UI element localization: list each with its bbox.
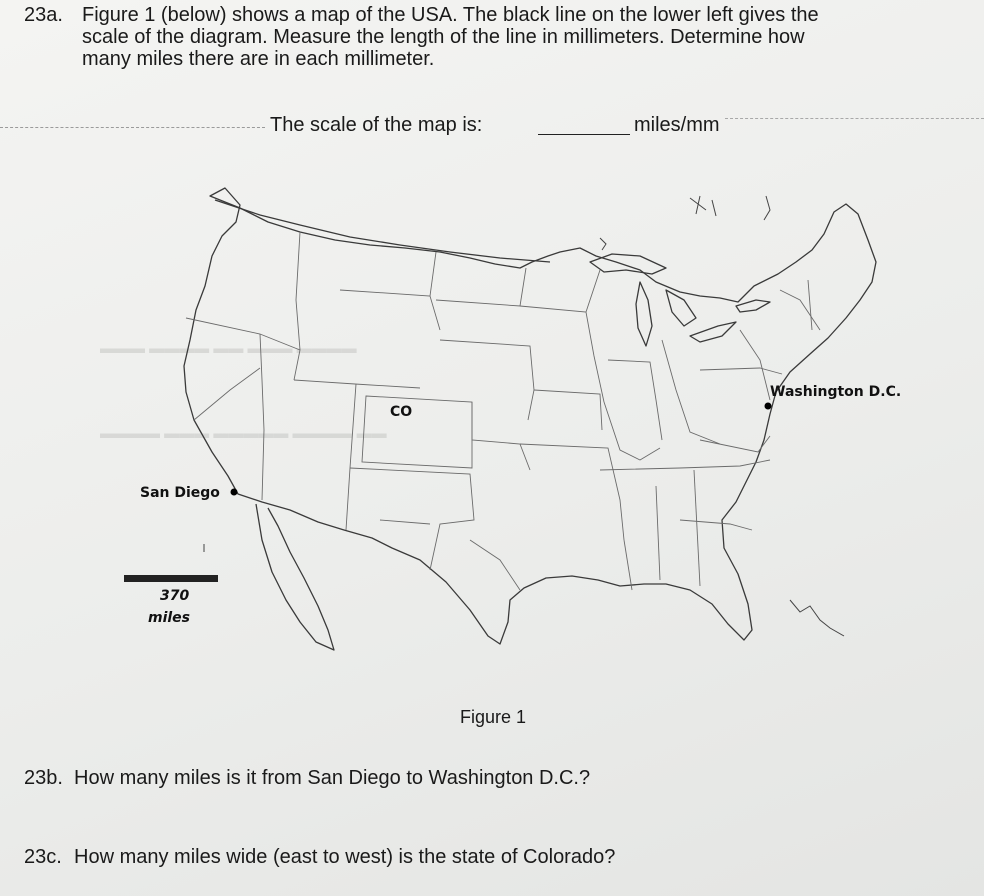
question-text-line-2: scale of the diagram. Measure the length of the line in millimeters. Determine how	[82, 26, 805, 48]
bleed-through-text: ▬▬▬▬ ▬▬▬ ▬▬▬▬▬ ▬▬▬▬ ▬▬	[100, 425, 387, 442]
question-23b	[24, 767, 590, 789]
baja-california	[256, 504, 334, 650]
question-23c	[24, 846, 615, 868]
scale-unit-text: miles	[148, 610, 191, 626]
san-diego-marker	[231, 489, 238, 496]
lake-huron	[666, 290, 696, 326]
lake-erie	[690, 322, 736, 342]
question-text-line-3: many miles there are in each millimeter.	[82, 48, 435, 70]
usa-outline	[184, 188, 876, 644]
san-diego-label: San Diego	[140, 485, 220, 501]
washington-label: Washington D.C.	[770, 384, 902, 400]
scale-bar	[124, 575, 218, 582]
question-number: 23c.	[24, 846, 62, 868]
question-number: 23a.	[24, 4, 63, 26]
washington-marker	[765, 403, 772, 410]
lake-michigan	[636, 282, 652, 346]
bleed-through-text: ▬▬▬ ▬▬▬▬ ▬▬ ▬▬▬ ▬▬▬▬	[100, 340, 357, 357]
scale-unit-label: miles/mm	[634, 114, 720, 136]
question-text-line-1: Figure 1 (below) shows a map of the USA. The black line on the lower left gives the	[82, 4, 819, 26]
lake-ontario	[736, 300, 770, 312]
question-text: How many miles is it from San Diego to Washington D.C.?	[74, 767, 591, 789]
question-number: 23b.	[24, 767, 63, 789]
figure-caption: Figure 1	[460, 707, 527, 727]
scale-prompt-label: The scale of the map is:	[270, 114, 483, 136]
canada-border	[215, 200, 550, 262]
colorado-label: CO	[390, 404, 413, 420]
scale-value-label: 370	[160, 588, 190, 604]
question-text: How many miles wide (east to west) is the state of Colorado?	[74, 846, 616, 868]
